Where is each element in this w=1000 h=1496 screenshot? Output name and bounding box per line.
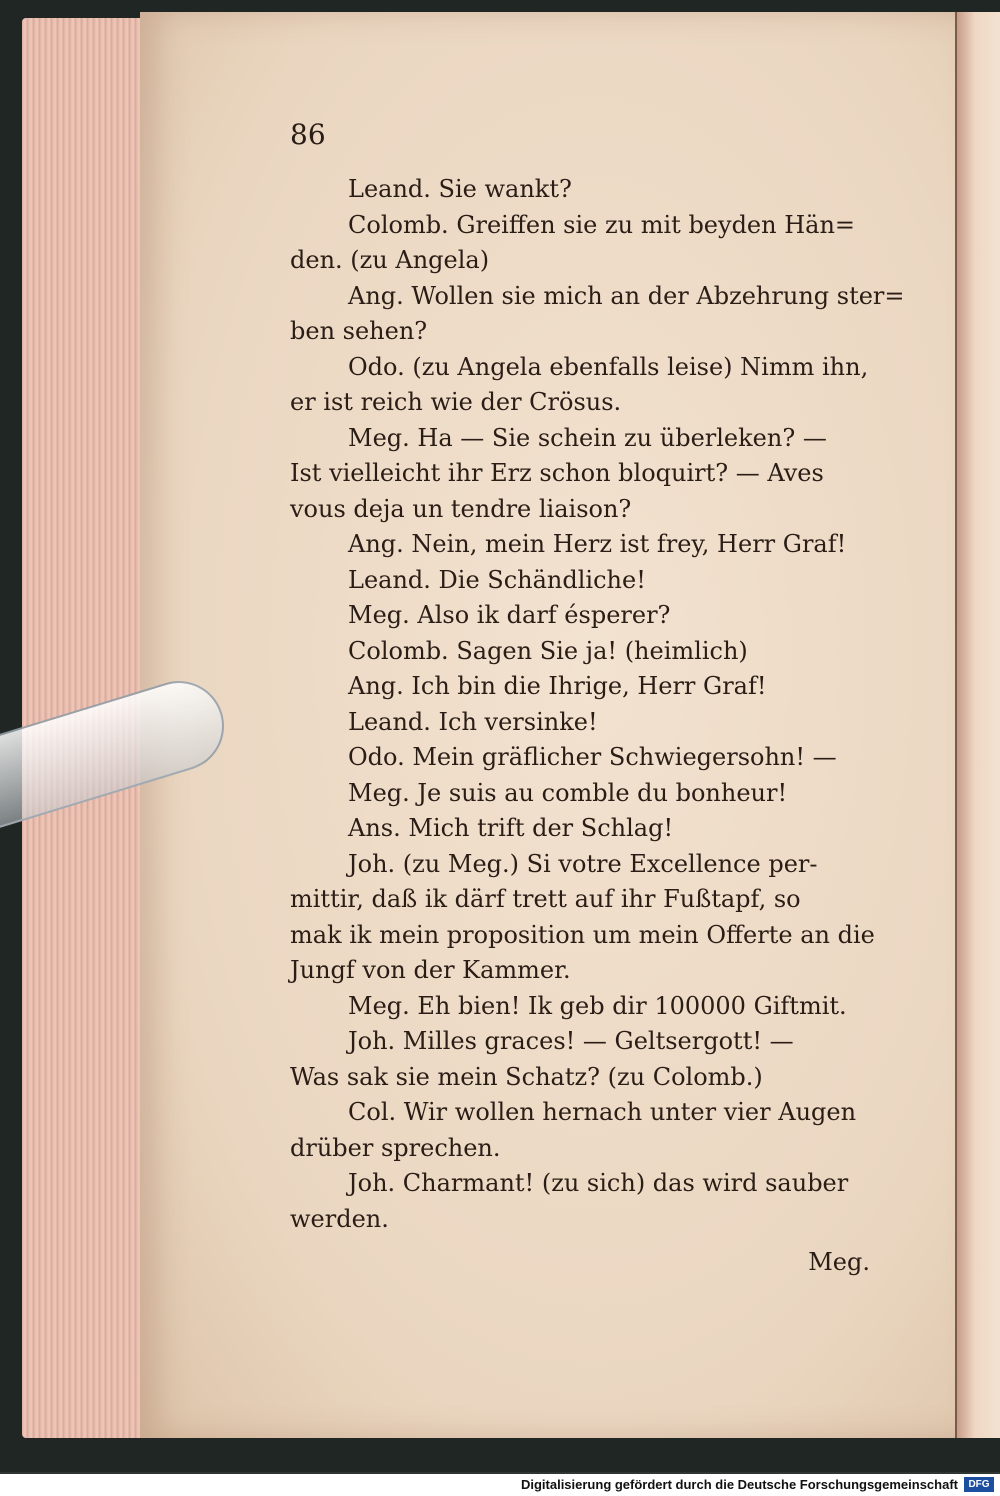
footer-bar — [0, 1474, 1000, 1496]
text-line: Leand. Sie wankt? — [348, 175, 572, 203]
text-line: Col. Wir wollen hernach unter vier Augen — [348, 1098, 857, 1126]
text-line: Colomb. Greiffen sie zu mit beyden Hän= — [348, 210, 856, 239]
text-line: Joh. Milles graces! — Geltsergott! — — [348, 1027, 794, 1055]
text-line: er ist reich wie der Crösus. — [290, 388, 622, 416]
page-number: 86 — [290, 118, 326, 151]
page-text — [290, 172, 905, 1281]
text-line: Leand. Die Schändliche! — [348, 565, 646, 594]
dfg-logo: DFG — [964, 1477, 994, 1492]
text-line: Meg. Also ik darf ésperer? — [348, 601, 671, 629]
facing-page-edge — [955, 12, 1000, 1438]
text-line: werden. — [290, 1204, 389, 1233]
text-line: mak ik mein proposition um mein Offerte an die — [290, 920, 875, 949]
footer-credit: Digitalisierung gefördert durch die Deutsche Forschungsgemeinschaft — [520, 1477, 958, 1492]
text-line: mittir, daß ik därf trett auf ihr Fußtapf, so — [290, 885, 801, 913]
text-line: Meg. Eh bien! Ik geb dir 100000 Giftmit. — [348, 991, 847, 1020]
text-line: Leand. Ich versinke! — [348, 707, 598, 736]
text-line: Ang. Ich bin die Ihrige, Herr Graf! — [348, 672, 767, 700]
text-line: Colomb. Sagen Sie ja! (heimlich) — [348, 636, 748, 665]
catchword: Meg. — [808, 1248, 870, 1276]
text-line: vous deja un tendre liaison? — [290, 494, 632, 523]
text-line: Meg. Je suis au comble du bonheur! — [348, 778, 788, 807]
text-line: drüber sprechen. — [290, 1133, 501, 1162]
text-line: Was sak sie mein Schatz? (zu Colomb.) — [290, 1062, 763, 1091]
text-line: Ang. Wollen sie mich an der Abzehrung ster= — [348, 281, 905, 310]
text-line: Ans. Mich trift der Schlag! — [348, 814, 674, 842]
text-line: Odo. (zu Angela ebenfalls leise) Nimm ihn, — [348, 352, 869, 381]
text-line: Ist vielleicht ihr Erz schon bloquirt? — Aves — [290, 459, 824, 487]
text-line: Joh. (zu Meg.) Si votre Excellence per- — [348, 849, 818, 878]
text-line: ben sehen? — [290, 317, 428, 345]
text-line: den. (zu Angela) — [290, 246, 490, 274]
text-line: Meg. Ha — Sie schein zu überleken? — — [348, 423, 827, 452]
text-line: Joh. Charmant! (zu sich) das wird sauber — [348, 1169, 849, 1197]
text-line: Odo. Mein gräflicher Schwiegersohn! — — [348, 743, 837, 771]
text-line: Ang. Nein, mein Herz ist frey, Herr Graf! — [348, 530, 847, 558]
text-line: Jungf von der Kammer. — [290, 956, 571, 984]
